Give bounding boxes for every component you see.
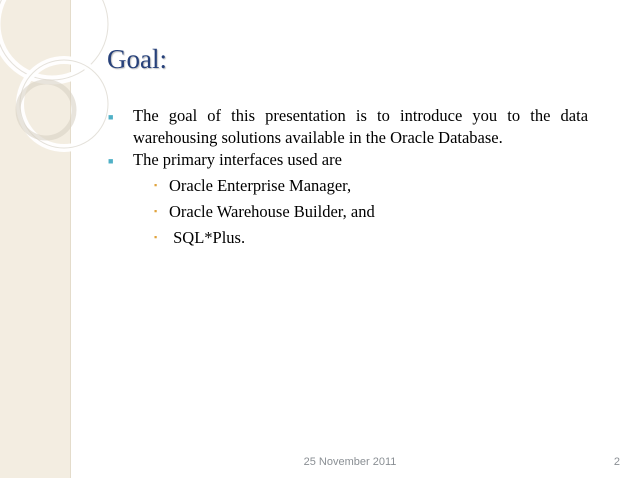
slide-number: 2	[613, 456, 620, 468]
footer-date: 25 November 2011	[303, 456, 397, 468]
square-bullet-icon: ■	[108, 112, 114, 122]
small-square-bullet-icon: ▪	[154, 232, 158, 242]
slide-title: Goal:	[107, 44, 167, 74]
bullet-text-line-2: warehousing solutions available in the Oracle Database.	[133, 128, 503, 147]
sub-bullet-text-2: Oracle Warehouse Builder, and	[169, 202, 375, 221]
sub-bullet-text-1: Oracle Enterprise Manager,	[169, 176, 352, 195]
bullet-text-line-1: The goal of this presentation is to introduce you to the data	[133, 106, 589, 125]
bullet-text-line-3: The primary interfaces used are	[133, 150, 342, 169]
square-bullet-icon: ■	[108, 156, 114, 166]
small-square-bullet-icon: ▪	[154, 180, 158, 190]
sub-bullet-text-3: SQL*Plus.	[169, 228, 246, 247]
small-square-bullet-icon: ▪	[154, 206, 158, 216]
